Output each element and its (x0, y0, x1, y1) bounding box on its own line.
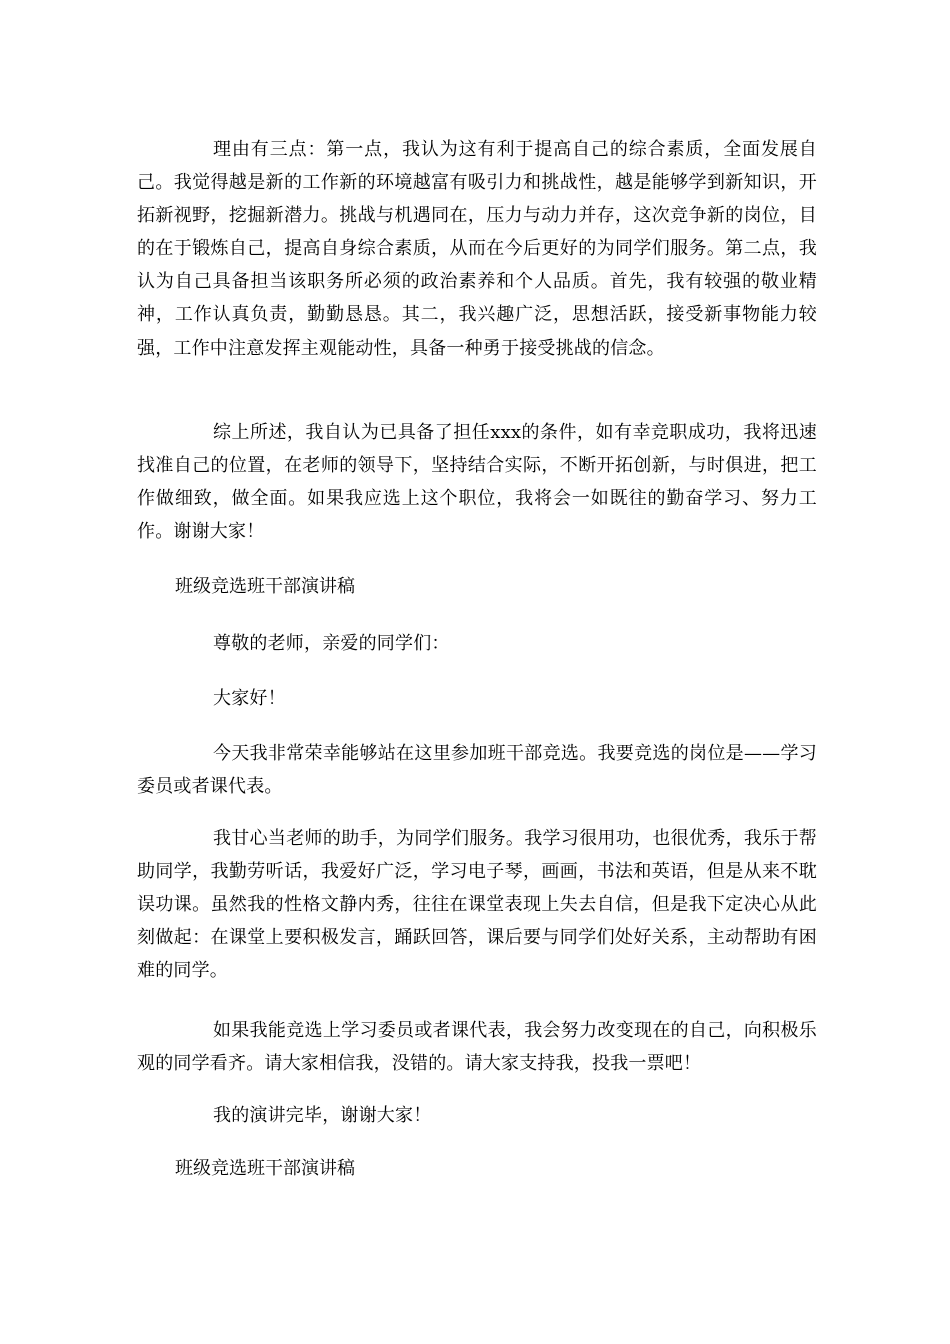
paragraph-closing: 我的演讲完毕，谢谢大家！ (213, 1105, 432, 1126)
paragraph-qualities: 我甘心当老师的助手，为同学们服务。我学习很用功，也很优秀，我乐于帮助同学，我勤劳听话，我爱好广泛，学习电子琴，画画，书法和英语，但是从来不耽误功课。虽然我的性格文静内秀，往往在课堂表现上失去自信，但是我下定决心从此刻做起：在课堂上要积极发言，踊跃回答，课后要与同学们处好关系，主动帮助有困难的同学。 (137, 828, 817, 982)
paragraph-salutation: 尊敬的老师，亲爱的同学们： (213, 633, 450, 654)
paragraph-three-reasons: 理由有三点：第一点，我认为这有利于提高自己的综合素质，全面发展自己。我觉得越是新的工作新的环境越富有吸引力和挑战性，越是能够学到新知识，开拓新视野，挖掘新潜力。挑战与机遇同在，压力与动力并存，这次竞争新的岗位，目的在于锻炼自己，提高自身综合素质，从而在今后更好的为同学们服务。第二点，我认为自己具备担当该职务所必须的政治素养和个人品质。首先，我有较强的敬业精神，工作认真负责，勤勤恳恳。其二，我兴趣广泛，思想活跃，接受新事物能力较强，工作中注意发挥主观能动性，具备一种勇于接受挑战的信念。 (137, 139, 817, 359)
paragraph-introduction: 今天我非常荣幸能够站在这里参加班干部竞选。我要竞选的岗位是——学习委员或者课代表。 (137, 743, 817, 798)
section-heading: 班级竞选班干部演讲稿 (175, 576, 355, 597)
paragraph-promise: 如果我能竞选上学习委员或者课代表，我会努力改变现在的自己，向积极乐观的同学看齐。请大家相信我，没错的。请大家支持我，投我一票吧！ (137, 1020, 817, 1075)
section-heading: 班级竞选班干部演讲稿 (175, 1158, 355, 1179)
paragraph-summary: 综上所述，我自认为已具备了担任xxx的条件，如有幸竞职成功，我将迅速找准自己的位置，在老师的领导下，坚持结合实际，不断开拓创新，与时俱进，把工作做细致，做全面。如果我应选上这个职位，我将会一如既往的勤奋学习、努力工作。谢谢大家！ (137, 422, 817, 543)
paragraph-greeting: 大家好！ (213, 688, 286, 709)
